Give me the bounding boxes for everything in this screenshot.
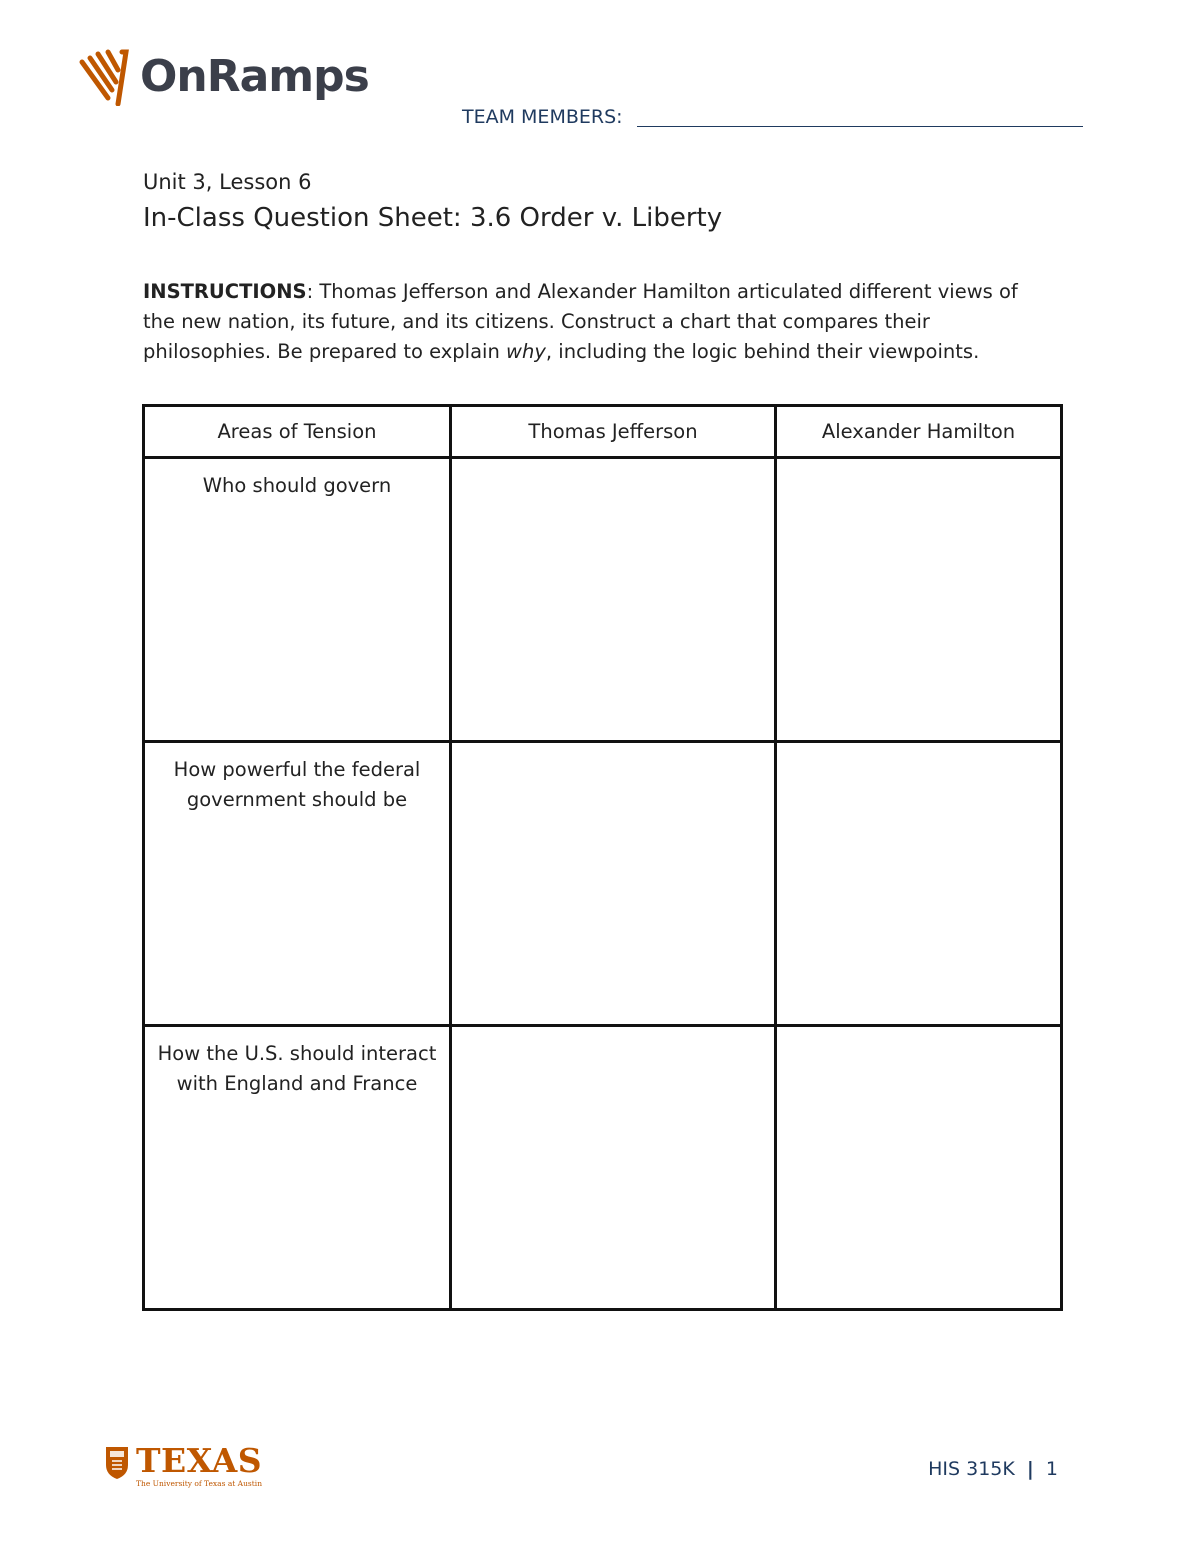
- ut-austin-logo: [104, 1441, 263, 1488]
- logo-wordmark: OnRamps: [140, 51, 369, 102]
- table-header-row: [144, 406, 1062, 458]
- page-number: 1: [1045, 1458, 1058, 1480]
- unit-label: Unit 3, Lesson 6: [143, 170, 312, 194]
- header-areas-of-tension: Areas of Tension: [144, 406, 451, 458]
- team-members-label: TEAM MEMBERS:: [462, 106, 623, 128]
- instructions-text-after: , including the logic behind their viewpoints.: [545, 340, 980, 363]
- texas-wordmark: TEXAS: [136, 1441, 263, 1480]
- table-row: [144, 742, 1062, 1026]
- onramps-mark-icon: [78, 48, 134, 106]
- footer-separator: |: [1026, 1458, 1034, 1480]
- instructions: [143, 277, 1053, 367]
- instructions-label: INSTRUCTIONS: [143, 280, 307, 303]
- area-label: How powerful the federal government should be: [173, 758, 421, 811]
- header-alexander-hamilton: Alexander Hamilton: [776, 406, 1062, 458]
- area-label: How the U.S. should interact with England and France: [157, 1042, 437, 1095]
- jefferson-answer-cell[interactable]: [451, 458, 776, 742]
- table-row: [144, 458, 1062, 742]
- texas-subtitle: The University of Texas at Austin: [136, 1479, 263, 1488]
- hamilton-answer-cell[interactable]: [776, 1026, 1062, 1310]
- jefferson-answer-cell[interactable]: [451, 1026, 776, 1310]
- area-cell: [144, 1026, 451, 1310]
- jefferson-answer-cell[interactable]: [451, 742, 776, 1026]
- course-code: HIS 315K: [928, 1458, 1015, 1480]
- instructions-text-before: : Thomas Jefferson and Alexander Hamilton articulated different views of the new nation, its future, and its citizens. Construct a chart that compares their philosophies. Be prepared to explain: [143, 280, 1018, 363]
- page-title: In-Class Question Sheet: 3.6 Order v. Liberty: [143, 203, 723, 233]
- hamilton-answer-cell[interactable]: [776, 742, 1062, 1026]
- footer-page-info: [928, 1458, 1058, 1480]
- area-cell: [144, 458, 451, 742]
- ut-shield-icon: [104, 1445, 130, 1481]
- header-thomas-jefferson: Thomas Jefferson: [451, 406, 776, 458]
- team-members-line[interactable]: [637, 126, 1083, 127]
- onramps-logo: [78, 48, 369, 106]
- area-cell: [144, 742, 451, 1026]
- area-label: Who should govern: [202, 474, 392, 497]
- instructions-emphasis: why: [506, 340, 546, 363]
- table-row: [144, 1026, 1062, 1310]
- hamilton-answer-cell[interactable]: [776, 458, 1062, 742]
- comparison-table: [142, 404, 1063, 1311]
